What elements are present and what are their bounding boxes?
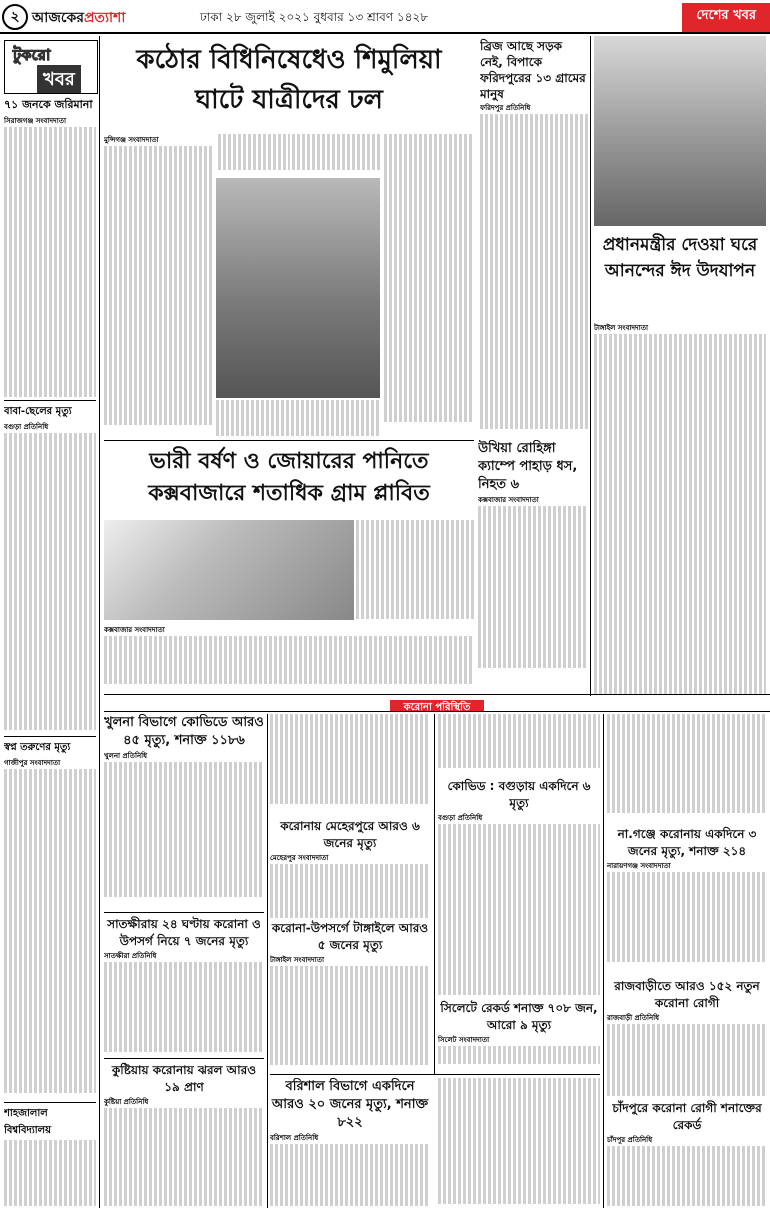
rajbari-headline: রাজবাড়ীতে আরও ১৫২ নতুন করোনা রোগী <box>614 979 760 1010</box>
tukro-story3-byline: গাজীপুর সংবাদদাতা <box>4 759 61 767</box>
kushtia-headline: কুষ্টিয়ায় করোনায় ঝরল আরও ১৯ প্রাণ <box>111 1063 257 1094</box>
cox-photo-flood <box>104 520 354 620</box>
tukro-story3-title: স্বপ্ন তরুণের মৃত্যু <box>4 742 71 753</box>
lead-headline <box>104 40 474 130</box>
divider <box>104 1058 264 1059</box>
khulna-headline: খুলনা বিভাগে কোভিডে আরও ৪৫ মৃত্যু, শনাক্ত ১১৮৬ <box>104 715 264 748</box>
sylhet-headline: সিলেটে রেকর্ড শনাক্ত ৭০৮ জন, আরো ৯ মৃত্যু <box>440 1001 598 1032</box>
tukro-story3-body <box>4 769 96 1099</box>
lead-body-col4 <box>384 134 474 434</box>
divider <box>270 1074 600 1075</box>
ukhia-byline: কক্সবাজার সংবাদদাতা <box>478 496 539 504</box>
lead-bottom-rule <box>104 440 474 441</box>
bridge-story <box>480 38 588 438</box>
khulna-cont <box>270 714 430 814</box>
lead-photo-ferry-crowd <box>216 178 380 398</box>
cox-headline <box>104 446 474 516</box>
lead-body-col1 <box>104 134 214 434</box>
sylhet-byline: সিলেট সংবাদদাতা <box>438 1036 490 1044</box>
narayanganj-byline: নারায়ণগঞ্জ সংবাদদাতা <box>607 862 671 870</box>
satkhira-headline: সাতক্ষীরায় ২৪ ঘণ্টায় করোনা ও উপসর্গ নিয়ে ৭ জনের মৃত্যু <box>107 917 261 948</box>
tukro-story2-body <box>4 433 96 733</box>
tukro-box <box>4 40 98 94</box>
lead-body-below-photo <box>216 400 380 436</box>
barishal-byline: বরিশাল প্রতিনিধি <box>270 1134 319 1142</box>
lead-body-col3-top <box>292 134 380 174</box>
khulna-story <box>104 714 264 910</box>
cox-body-right <box>356 520 474 620</box>
tukro-title-line1: টুকরো <box>13 46 51 64</box>
section-label: দেশের খবর <box>682 3 770 32</box>
divider <box>267 714 268 1208</box>
page-header <box>0 0 770 34</box>
tukro-story4-body <box>4 1140 96 1206</box>
meherpur-byline: মেহেরপুর সংবাদদাতা <box>270 854 329 862</box>
pm-house-body <box>594 322 766 694</box>
tukro-story1-byline: সিরাজগঞ্জ সংবাদদাতা <box>4 117 67 125</box>
satkhira-story <box>104 916 264 1056</box>
lead-headline-line1: কঠোর বিধিনিষেধেও শিমুলিয়া <box>136 45 442 75</box>
narayanganj-headline: না.গঞ্জে করোনায় একদিনে ৩ জনের মৃত্যু, শনাক্ত ২১৪ <box>617 827 757 858</box>
bogura-story <box>438 778 600 998</box>
bogura-headline: কোভিড : বগুড়ায় একদিনে ৬ মৃত্যু <box>447 779 591 810</box>
barishal-story <box>270 1078 600 1206</box>
cox-byline: কক্সবাজার সংবাদদাতা <box>104 626 165 634</box>
kushtia-story <box>104 1062 264 1206</box>
dateline: ঢাকা ২৮ জুলাই ২০২১ বুধবার ১৩ শ্রাবণ ১৪২৮ <box>200 10 429 24</box>
divider <box>434 714 435 1074</box>
corona-col4-top <box>607 714 767 824</box>
sylhet-story <box>438 1000 600 1070</box>
bridge-byline: ফরিদপুর প্রতিনিধি <box>480 104 531 112</box>
chandpur-story <box>607 1100 767 1206</box>
ukhia-headline: উখিয়া রোহিঙ্গা ক্যাম্পে পাহাড় ধস, নিহত ৬ <box>478 441 578 492</box>
tangail-story <box>270 920 430 1070</box>
kushtia-byline: কুষ্টিয়া প্রতিনিধি <box>104 1098 149 1106</box>
divider <box>104 912 264 913</box>
cox-headline-line2: কক্সবাজারে শতাধিক গ্রাম প্লাবিত <box>148 481 430 506</box>
cox-body <box>104 624 474 684</box>
ukhia-story <box>478 440 588 690</box>
barishal-headline: বরিশাল বিভাগে একদিনে আরও ২০ জনের মৃত্যু, শনাক্ত ৮২২ <box>271 1079 429 1130</box>
pm-house-headline-box <box>594 232 766 322</box>
corona-band <box>104 694 770 712</box>
tukro-story4-title: শাহজালাল বিশ্ববিদ্যালয় <box>4 1108 51 1136</box>
pm-house-byline: টাঙ্গাইল সংবাদদাতা <box>594 324 649 332</box>
tukro-column <box>4 96 96 1206</box>
tangail-byline: টাঙ্গাইল সংবাদদাতা <box>270 956 325 964</box>
rajbari-story <box>607 978 767 1098</box>
khulna-byline: খুলনা প্রতিনিধি <box>104 752 148 760</box>
corona-band-label: করোনা পরিস্থিতি <box>390 700 485 712</box>
tukro-title-line2: খবর <box>37 65 81 94</box>
chandpur-headline: চাঁদপুরে করোনা রোগী শনাক্তের রেকর্ড <box>612 1101 762 1132</box>
column-rule <box>99 36 100 1208</box>
rajbari-byline: রাজবাড়ী প্রতিনিধি <box>607 1014 660 1022</box>
meherpur-story <box>270 818 430 918</box>
lead-headline-line2: ঘাটে যাত্রীদের ঢল <box>195 85 383 115</box>
pm-house-photo <box>594 36 766 226</box>
tukro-story1-title: ৭১ জনকে জরিমানা <box>4 98 93 111</box>
masthead <box>32 6 125 30</box>
lead-body-col2-top <box>218 134 290 174</box>
corona-col3-top <box>438 714 600 774</box>
tukro-story1-body <box>4 127 96 397</box>
masthead-part1: আজকের <box>32 10 84 26</box>
tangail-headline: করোনা-উপসর্গে টাঙ্গাইলে আরও ৫ জনের মৃত্যু <box>271 921 429 952</box>
page-number: ২ <box>2 4 28 30</box>
column-rule-right <box>590 36 591 696</box>
satkhira-byline: সাতক্ষীরা প্রতিনিধি <box>104 952 157 960</box>
pm-house-headline: প্রধানমন্ত্রীর দেওয়া ঘরে আনন্দের ঈদ উদযাপন <box>602 235 758 281</box>
chandpur-byline: চাঁদপুর প্রতিনিধি <box>607 1136 653 1144</box>
narayanganj-story <box>607 826 767 976</box>
masthead-part2: প্রত্যাশা <box>83 10 126 26</box>
bridge-headline: ব্রিজ আছে সড়ক নেই, বিপাকে ফরিদপুরের ১৩ গ্রামের মানুষ <box>480 39 586 101</box>
meherpur-headline: করোনায় মেহেরপুরে আরও ৬ জনের মৃত্যু <box>280 819 420 850</box>
tukro-story2-byline: বগুড়া প্রতিনিধি <box>4 423 49 431</box>
cox-headline-line1: ভারী বর্ষণ ও জোয়ারের পানিতে <box>149 449 429 474</box>
lead-byline: মুন্সিগঞ্জ সংবাদদাতা <box>104 136 159 144</box>
bogura-byline: বগুড়া প্রতিনিধি <box>438 814 483 822</box>
tukro-story2-title: বাবা-ছেলের মৃত্যু <box>4 406 72 417</box>
divider <box>603 714 604 1208</box>
